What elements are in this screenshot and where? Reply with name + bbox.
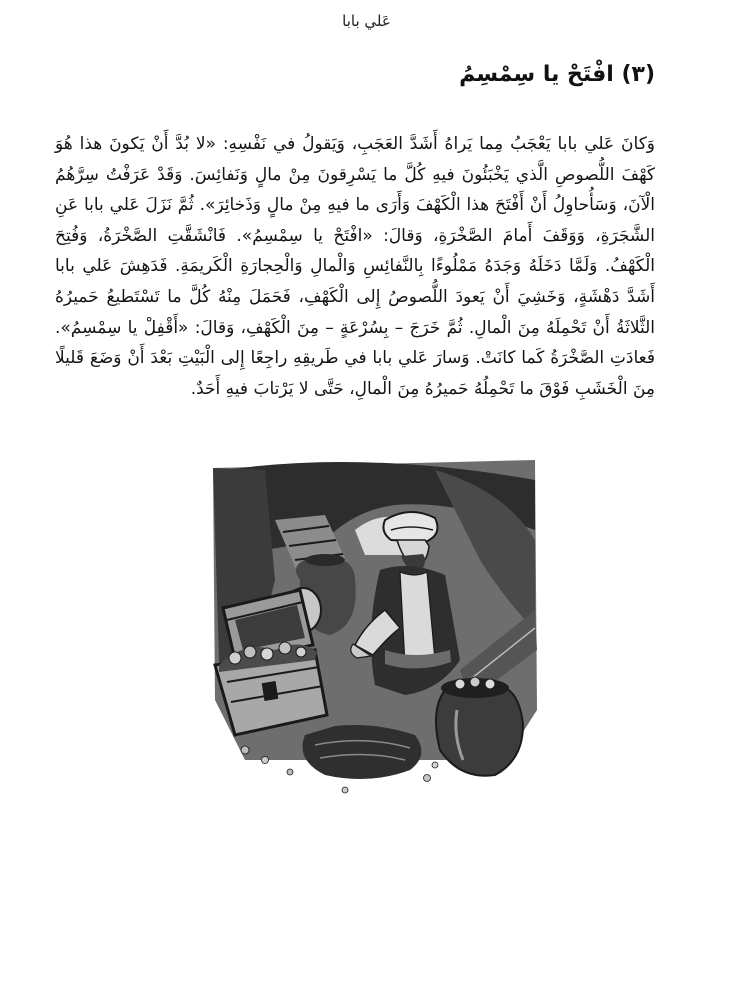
running-header: عَلي بابا xyxy=(342,12,391,30)
ali-baba-treasure-illustration xyxy=(205,460,540,800)
chapter-title: (٣) افْتَحْ يا سِمْسِمُ xyxy=(459,62,655,87)
money-sack xyxy=(303,725,422,779)
coin-pot xyxy=(436,677,523,776)
illustration-drawing xyxy=(205,460,540,800)
story-paragraph: وَكانَ عَلي بابا يَعْجَبُ مِما يَراهُ أَشَدَّ العَجَبِ، وَيَقولُ في نَفْسِهِ: «لا بُدَّ أَنْ يَكونَ هذا هُوَ كَهْفَ اللُّصوصِ الَّذي يَخْبَئُونَ فيهِ كُلَّ ما يَسْرِقونَ مِنْ مالٍ وَنَفائِسَ. وَقَدْ عَرَفْتُ سِرَّهُمُ الْآنَ، وَسَأُحاوِلُ أَنْ أَفْتَحَ هذا الْكَهْفَ وَأَرَى ما فيهِ مِنْ مالٍ وَذَخائِرَ». ثُمَّ نَزَلَ عَلي بابا عَنِ الشَّجَرَةِ، وَوَقَفَ أَمامَ الصَّخْرَةِ، وَقالَ: «افْتَحْ يا سِمْسِمُ». فَانْشَقَّتِ الصَّخْرَةُ، وَفُتِحَ الْكَهْفُ. وَلَمَّا دَخَلَهُ وَجَدَهُ مَمْلُوءًا بِالنَّفائِسِ وَالْمالِ وَالْحِجارَةِ الْكَريمَةِ. فَدَهِشَ عَلي بابا أَشَدَّ دَهْشَةٍ، وَخَشِيَ أَنْ يَعودَ اللُّصوصُ إِلى الْكَهْفِ، فَحَمَلَ مِنْهُ كُلَّ ما تَسْتَطيعُ حَميرُهُ الثَّلاثَةُ أَنْ تَحْمِلَهُ مِنَ الْمالِ. ثُمَّ خَرَجَ – بِسُرْعَةٍ – مِنَ الْكَهْفِ، وَقالَ: «أَقْفِلْ يا سِمْسِمُ». فَعادَتِ الصَّخْرَةُ كَما كانَتْ. وَسارَ عَلي بابا في طَريقِهِ راجِعًا إِلى الْبَيْتِ بَعْدَ أَنْ وَضَعَ قَليلًا مِنَ الْخَشَبِ فَوْقَ ما تَحْمِلُهُ حَميرُهُ مِنَ الْمالِ، حَتَّى لا يَرْتابَ فيهِ أَحَدٌ. xyxy=(55,134,655,399)
